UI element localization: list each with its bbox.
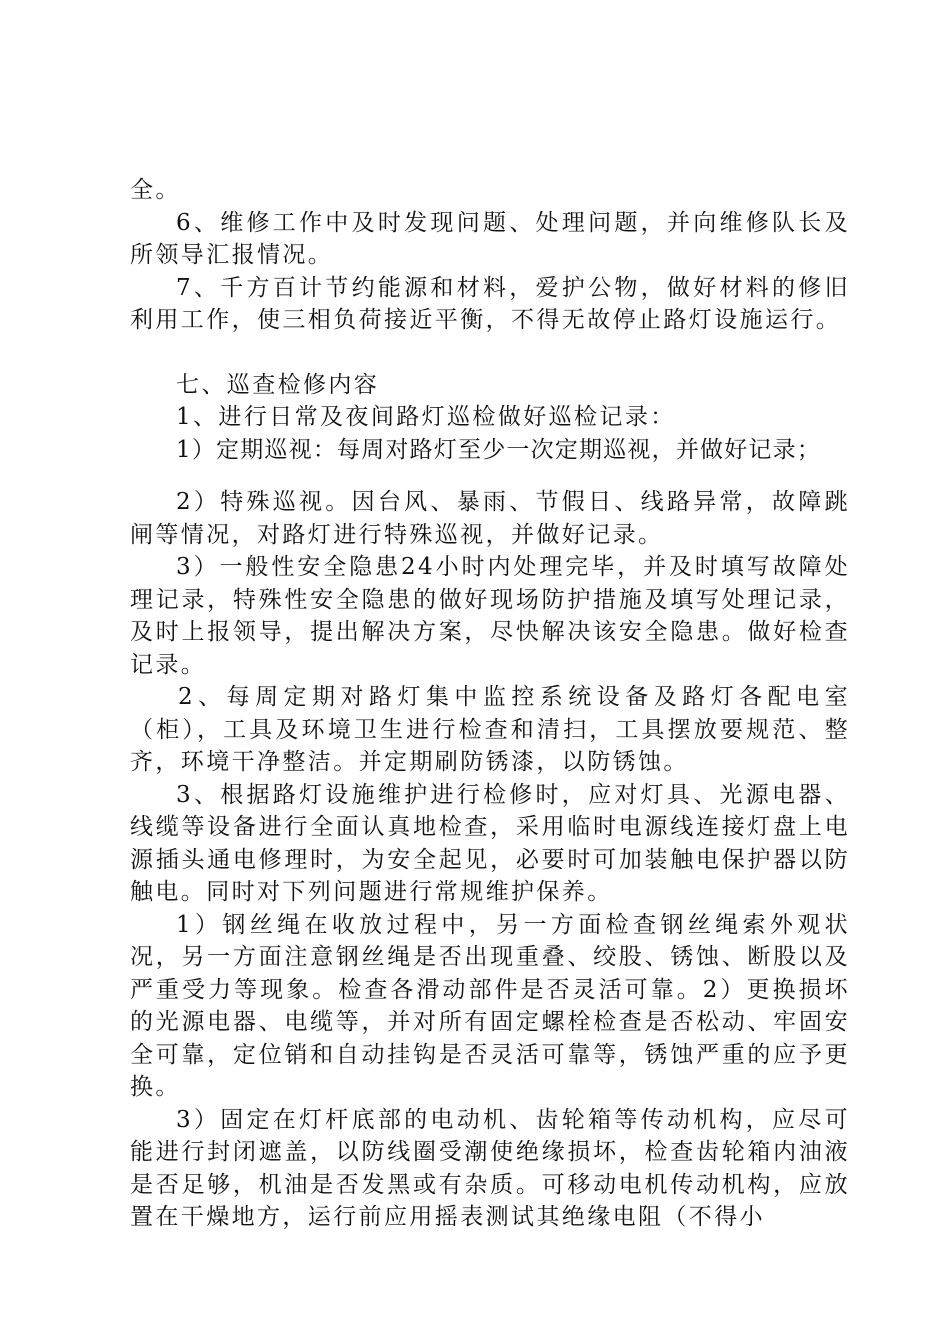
paragraph-item-3: 3、根据路灯设施维护进行检修时，应对灯具、光源电器、线缆等设备进行全面认真地检查，采用临时电源线连接灯盘上电源插头通电修理时，为安全起见，必要时可加装触电保护器以防触电。同时对下列问题进行常规维护保养。 [130,781,850,905]
section-heading: 七、巡查检修内容 [176,371,380,398]
paragraph-continuation: 全。 [130,177,181,203]
paragraph-item-2: 2、每周定期对路灯集中监控系统设备及路灯各配电室（柜），工具及环境卫生进行检查和清扫，工具摆放要规范、整齐，环境干净整洁。并定期刷防锈漆，以防锈蚀。 [130,684,850,775]
paragraph-item-6: 6、维修工作中及时发现问题、处理问题，并向维修队长及所领导汇报情况。 [130,209,850,268]
paragraph-item-1: 1、进行日常及夜间路灯巡检做好巡检记录： [176,404,676,430]
paragraph-motor-gearbox: 3）固定在灯杆底部的电动机、齿轮箱等传动机构，应尽可能进行封闭遮盖，以防线圈受潮使绝缘损坏，检查齿轮箱内油液是否足够，机油是否发黑或有杂质。可移动电机传动机构，应放置在干燥地方，运行前应用摇表测试其绝缘电阻（不得小 [130,1106,850,1230]
paragraph-safety-hazard: 3）一般性安全隐患24小时内处理完毕，并及时填写故障处理记录，特殊性安全隐患的做好现场防护措施及填写处理记录，及时上报领导，提出解决方案，尽快解决该安全隐患。做好检查记录。 [130,554,850,678]
document-body [130,174,850,1234]
paragraph-special-patrol: 2）特殊巡视。因台风、暴雨、节假日、线路异常，故障跳闸等情况，对路灯进行特殊巡视，并做好记录。 [130,489,850,548]
paragraph-regular-patrol: 1）定期巡视：每周对路灯至少一次定期巡视，并做好记录； [176,436,822,463]
paragraph-item-7: 7、千方百计节约能源和材料，爱护公物，做好材料的修旧利用工作，使三相负荷接近平衡，不得无故停止路灯设施运行。 [130,274,850,333]
paragraph-wire-rope: 1）钢丝绳在收放过程中，另一方面检查钢丝绳索外观状况，另一方面注意钢丝绳是否出现重叠、绞股、锈蚀、断股以及严重受力等现象。检查各滑动部件是否灵活可靠。2）更换损坏的光源电器、电缆等，并对所有固定螺栓检查是否松动、牢固安全可靠，定位销和自动挂钩是否灵活可靠等，锈蚀严重的应予更换。 [130,911,850,1100]
